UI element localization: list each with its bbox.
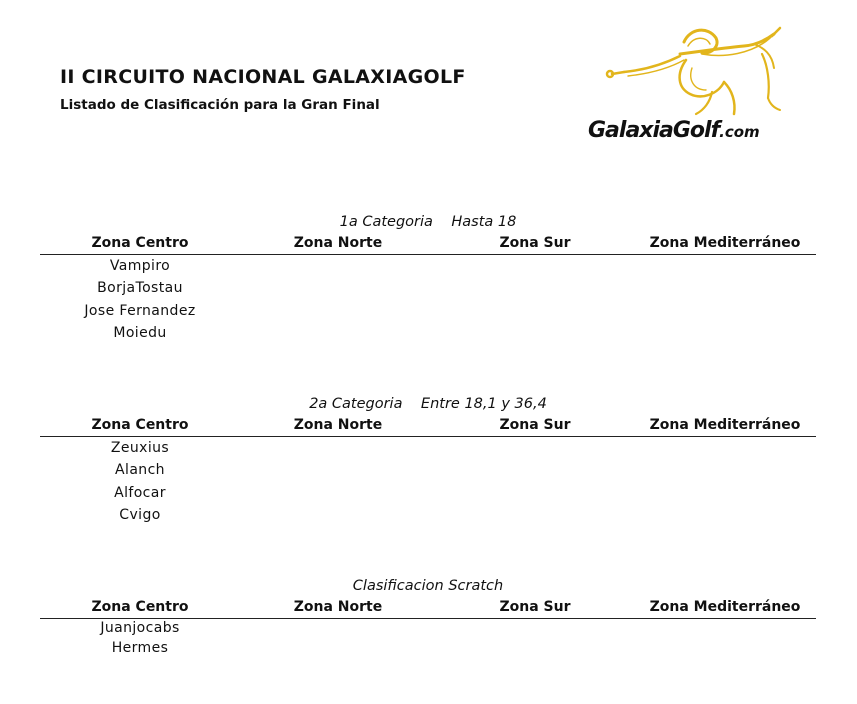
category-2-section [40, 394, 816, 526]
galaxiagolf-logo [584, 24, 828, 146]
category-heading: 1a Categoria Hasta 18 [339, 214, 517, 230]
list-item: Juanjocabs [100, 620, 180, 636]
zone-centro-header: Zona Centro [91, 235, 189, 251]
list-item: Alanch [115, 462, 165, 479]
zone-norte-header: Zona Norte [293, 599, 383, 615]
zona-centro-list [40, 619, 240, 658]
category-heading: Clasificacion Scratch [352, 578, 504, 594]
zone-sur-header: Zona Sur [499, 235, 571, 251]
zona-centro-list [40, 437, 240, 526]
list-item: Hermes [111, 639, 169, 656]
scratch-section [40, 576, 816, 658]
zone-norte-header: Zona Norte [293, 417, 383, 433]
list-item: Vampiro [109, 258, 171, 274]
golfer-swing-icon [584, 24, 828, 124]
list-item: Jose Fernandez [84, 302, 196, 319]
zone-mediterraneo-header: Zona Mediterráneo [649, 599, 801, 615]
zona-centro-list [40, 255, 240, 344]
list-item: Moiedu [113, 324, 167, 341]
zone-mediterraneo-header: Zona Mediterráneo [649, 235, 801, 251]
logo-wordmark [588, 118, 760, 143]
category-1-section [40, 212, 816, 344]
list-item: Cvigo [119, 506, 161, 523]
list-item: Alfocar [114, 484, 166, 501]
zone-centro-header: Zona Centro [91, 599, 189, 615]
list-item: BorjaTostau [97, 280, 183, 297]
zone-mediterraneo-header: Zona Mediterráneo [649, 417, 801, 433]
list-item: Zeuxius [110, 440, 170, 456]
zone-sur-header: Zona Sur [499, 599, 571, 615]
zone-header-row [40, 232, 816, 255]
zone-centro-header: Zona Centro [91, 417, 189, 433]
zone-header-row [40, 596, 816, 619]
page-subtitle: Listado de Clasificación para la Gran Final [60, 97, 380, 113]
logo-wordmark-main: GalaxiaGolf [588, 118, 720, 143]
zone-sur-header: Zona Sur [499, 417, 571, 433]
category-heading: 2a Categoria Entre 18,1 y 36,4 [309, 396, 547, 412]
logo-wordmark-domain: .com [719, 123, 760, 141]
zone-norte-header: Zona Norte [293, 235, 383, 251]
page-title: II CIRCUITO NACIONAL GALAXIAGOLF [60, 66, 466, 88]
zone-header-row [40, 414, 816, 437]
